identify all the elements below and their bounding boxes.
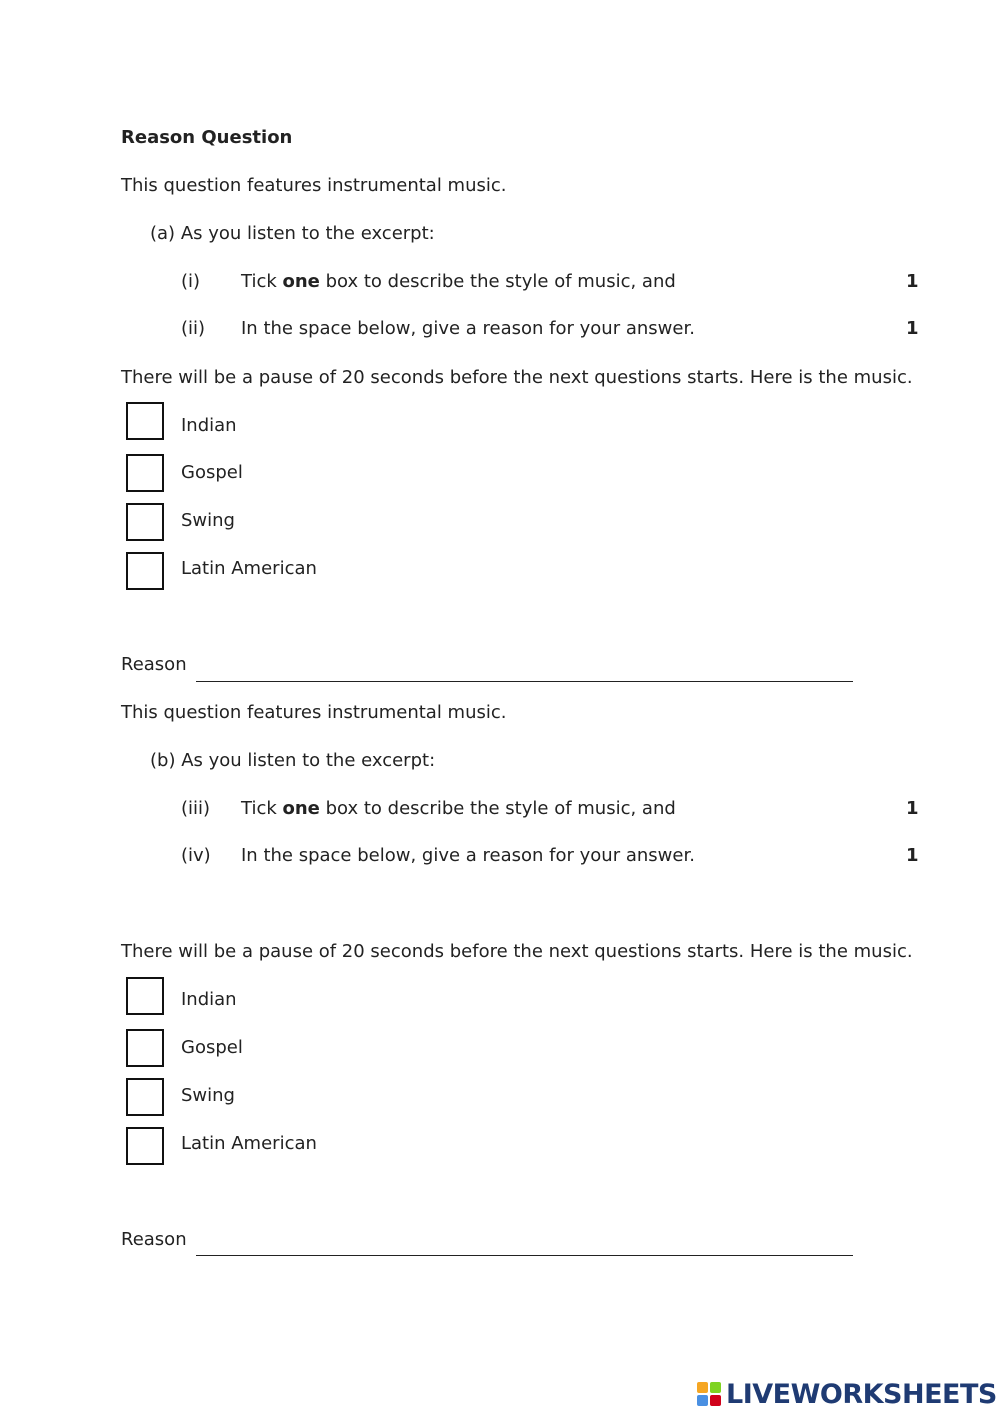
checkbox-latin-american[interactable] bbox=[126, 1127, 164, 1165]
sub-question-number: (iv) bbox=[181, 845, 211, 866]
emphasis-text: one bbox=[282, 271, 320, 292]
part-label: (a) bbox=[150, 223, 176, 244]
option-label: Swing bbox=[181, 510, 235, 531]
part-text: As you listen to the excerpt: bbox=[181, 750, 436, 771]
reason-input[interactable] bbox=[196, 681, 853, 682]
option-label: Indian bbox=[181, 989, 237, 1010]
reason-label: Reason bbox=[121, 654, 187, 675]
option-label: Indian bbox=[181, 415, 237, 436]
logo-icon-tile bbox=[710, 1382, 721, 1393]
checkbox-latin-american[interactable] bbox=[126, 552, 164, 590]
sub-question-text: In the space below, give a reason for your answer. bbox=[241, 318, 695, 339]
section-b-part bbox=[150, 749, 435, 773]
checkbox-gospel[interactable] bbox=[126, 1029, 164, 1067]
logo-icon-tile bbox=[710, 1395, 721, 1406]
sub-question-number: (iii) bbox=[181, 798, 211, 819]
mark-value: 1 bbox=[906, 318, 919, 339]
logo-icon-tile bbox=[697, 1382, 708, 1393]
mark-value: 1 bbox=[906, 798, 919, 819]
sub-question-text bbox=[241, 270, 676, 294]
checkbox-indian[interactable] bbox=[126, 402, 164, 440]
pause-instruction: There will be a pause of 20 seconds before the next questions starts. Here is the music. bbox=[121, 941, 913, 962]
checkbox-swing[interactable] bbox=[126, 503, 164, 541]
checkbox-indian[interactable] bbox=[126, 977, 164, 1015]
mark-value: 1 bbox=[906, 845, 919, 866]
text-segment: Tick bbox=[241, 271, 283, 292]
sub-question-text: In the space below, give a reason for your answer. bbox=[241, 845, 695, 866]
logo-icon-tile bbox=[697, 1395, 708, 1406]
option-label: Swing bbox=[181, 1085, 235, 1106]
logo-text: LIVEWORKSHEETS bbox=[726, 1378, 997, 1410]
sub-question-text bbox=[241, 797, 676, 821]
option-label: Gospel bbox=[181, 462, 243, 483]
part-label: (b) bbox=[150, 750, 176, 771]
text-segment: box to describe the style of music, and bbox=[319, 798, 676, 819]
option-label: Latin American bbox=[181, 1133, 317, 1154]
logo-icon bbox=[697, 1382, 721, 1406]
mark-value: 1 bbox=[906, 271, 919, 292]
page-title: Reason Question bbox=[121, 127, 293, 148]
part-text: As you listen to the excerpt: bbox=[180, 223, 435, 244]
section-a-part bbox=[150, 222, 435, 246]
reason-input[interactable] bbox=[196, 1255, 853, 1256]
checkbox-swing[interactable] bbox=[126, 1078, 164, 1116]
option-label: Gospel bbox=[181, 1037, 243, 1058]
pause-instruction: There will be a pause of 20 seconds before the next questions starts. Here is the music. bbox=[121, 367, 913, 388]
text-segment: box to describe the style of music, and bbox=[319, 271, 676, 292]
reason-label: Reason bbox=[121, 1229, 187, 1250]
sub-question-number: (i) bbox=[181, 271, 201, 292]
section-b-intro: This question features instrumental music. bbox=[121, 702, 507, 723]
checkbox-gospel[interactable] bbox=[126, 454, 164, 492]
sub-question-number: (ii) bbox=[181, 318, 206, 339]
liveworksheets-logo bbox=[697, 1378, 997, 1410]
emphasis-text: one bbox=[282, 798, 320, 819]
section-a-intro: This question features instrumental music. bbox=[121, 175, 507, 196]
option-label: Latin American bbox=[181, 558, 317, 579]
text-segment: Tick bbox=[241, 798, 283, 819]
